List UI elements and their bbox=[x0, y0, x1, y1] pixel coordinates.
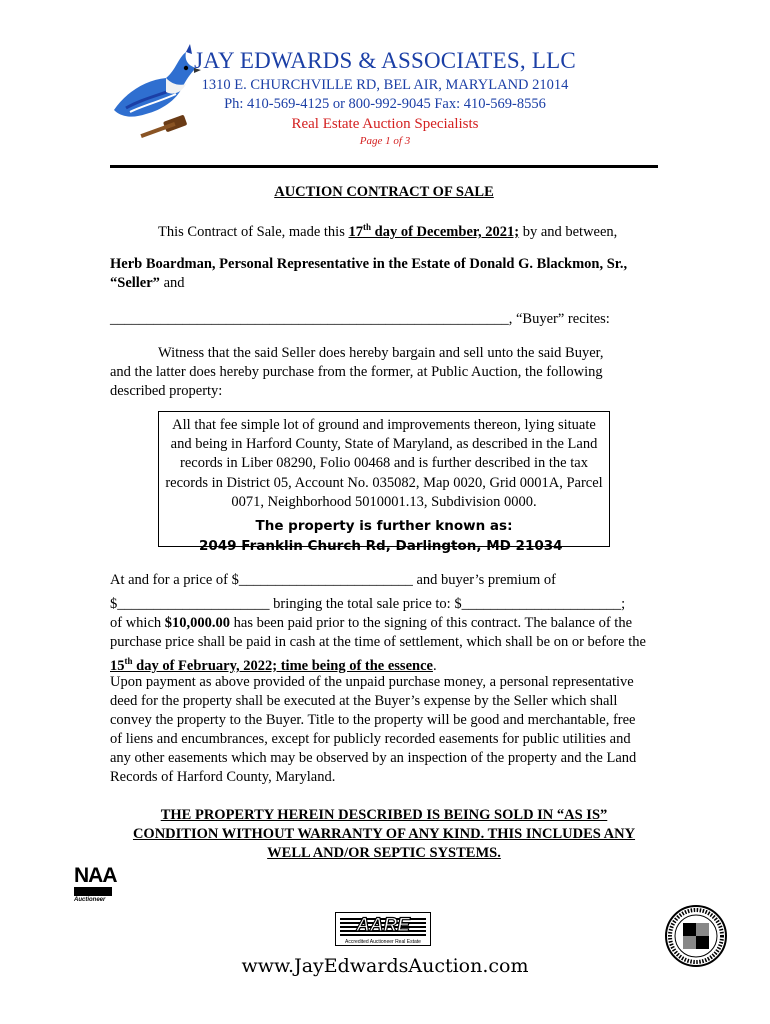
maryland-seal-icon bbox=[664, 904, 728, 968]
deed-paragraph: Upon payment as above provided of the unpaid purchase money, a personal representative deed for the property shall be executed at the Buyer’s expense by the Seller which shall convey the property to the Buyer. Title to the property will be good and merchantable, free of liens and encumbrances, except for publicly recorded easements for public utilities and any other easements which may be observed by an inspection of the property and the Land Records of Harford County, Maryland. bbox=[110, 674, 637, 785]
buyer-line: _______________________________________________________, “Buyer” recites: bbox=[110, 311, 610, 327]
intro-line: This Contract of Sale, made this 17th day of December, 2021; by and between, bbox=[158, 222, 618, 240]
naa-logo-icon: NAA Auctioneer bbox=[74, 864, 117, 903]
property-description-box bbox=[158, 411, 610, 555]
aare-logo-icon: AARE bbox=[335, 912, 431, 946]
as-is-warning: THE PROPERTY HEREIN DESCRIBED IS BEING SOLD IN “AS IS” CONDITION WITHOUT WARRANTY OF ANY KIND. THIS INCLUDES ANY WELL AND/OR SEPTIC SYSTEMS. bbox=[132, 807, 636, 861]
property-description: All that fee simple lot of ground and improvements thereon, lying situate and being in Harford County, State of Maryland, as described in the Land records in Liber 08290, Folio 00468 and is further described in the tax records in District 05, Account No. 035082, Map 0020, Grid 0001A, Parcel 0071, Neighborhood 5010001.13, Subdivision 0000. bbox=[165, 417, 603, 510]
website-link[interactable]: www.JayEdwardsAuction.com bbox=[241, 955, 529, 977]
firm-name: JAY EDWARDS & ASSOCIATES, LLC bbox=[194, 48, 576, 73]
firm-address: 1310 E. CHURCHVILLE RD, BEL AIR, MARYLAND 21014 bbox=[201, 77, 569, 93]
premium-line: $_____________________ bringing the total sale price to: $______________________; bbox=[110, 596, 626, 612]
seller-block: Herb Boardman, Personal Representative in the Estate of Donald G. Blackmon, Sr., “Seller” and bbox=[110, 255, 670, 293]
known-as-address: 2049 Franklin Church Rd, Darlington, MD 21034 bbox=[199, 538, 563, 555]
payment-paragraph: $_____________________ bringing the total sale price to: $______________________; of which $10,000.00 has been paid prior to the signing of this contract. The balance of the purchase price shall be paid in cash at the time of settlement, which shall be on or before the 15th day of February, 2022; time being of the essence. bbox=[110, 595, 650, 676]
firm-tagline: Real Estate Auction Specialists bbox=[291, 116, 479, 132]
witness-paragraph: Witness that the said Seller does hereby bargain and sell unto the said Buyer, and the latter does hereby purchase from the former, at Public Auction, the following described property: bbox=[110, 345, 604, 399]
seller-label: “Seller” bbox=[110, 275, 160, 291]
price-line: At and for a price of $________________________ and buyer’s premium of bbox=[110, 572, 556, 588]
known-as-label: The property is further known as: bbox=[255, 518, 513, 535]
deposit-amount: $10,000.00 bbox=[164, 615, 231, 631]
firm-phone: Ph: 410-569-4125 or 800-992-9045 Fax: 410-569-8556 bbox=[224, 96, 546, 112]
page-number: Page 1 of 3 bbox=[359, 135, 411, 147]
header-divider bbox=[110, 165, 658, 168]
aare-caption: Accredited Auctioneer Real Estate bbox=[345, 939, 421, 945]
contract-title: AUCTION CONTRACT OF SALE bbox=[274, 184, 494, 200]
seller-name: Herb Boardman, Personal Representative in the Estate of Donald G. Blackmon, Sr., bbox=[110, 256, 628, 272]
buyer-blank[interactable]: _______________________________________________________ bbox=[110, 311, 509, 327]
